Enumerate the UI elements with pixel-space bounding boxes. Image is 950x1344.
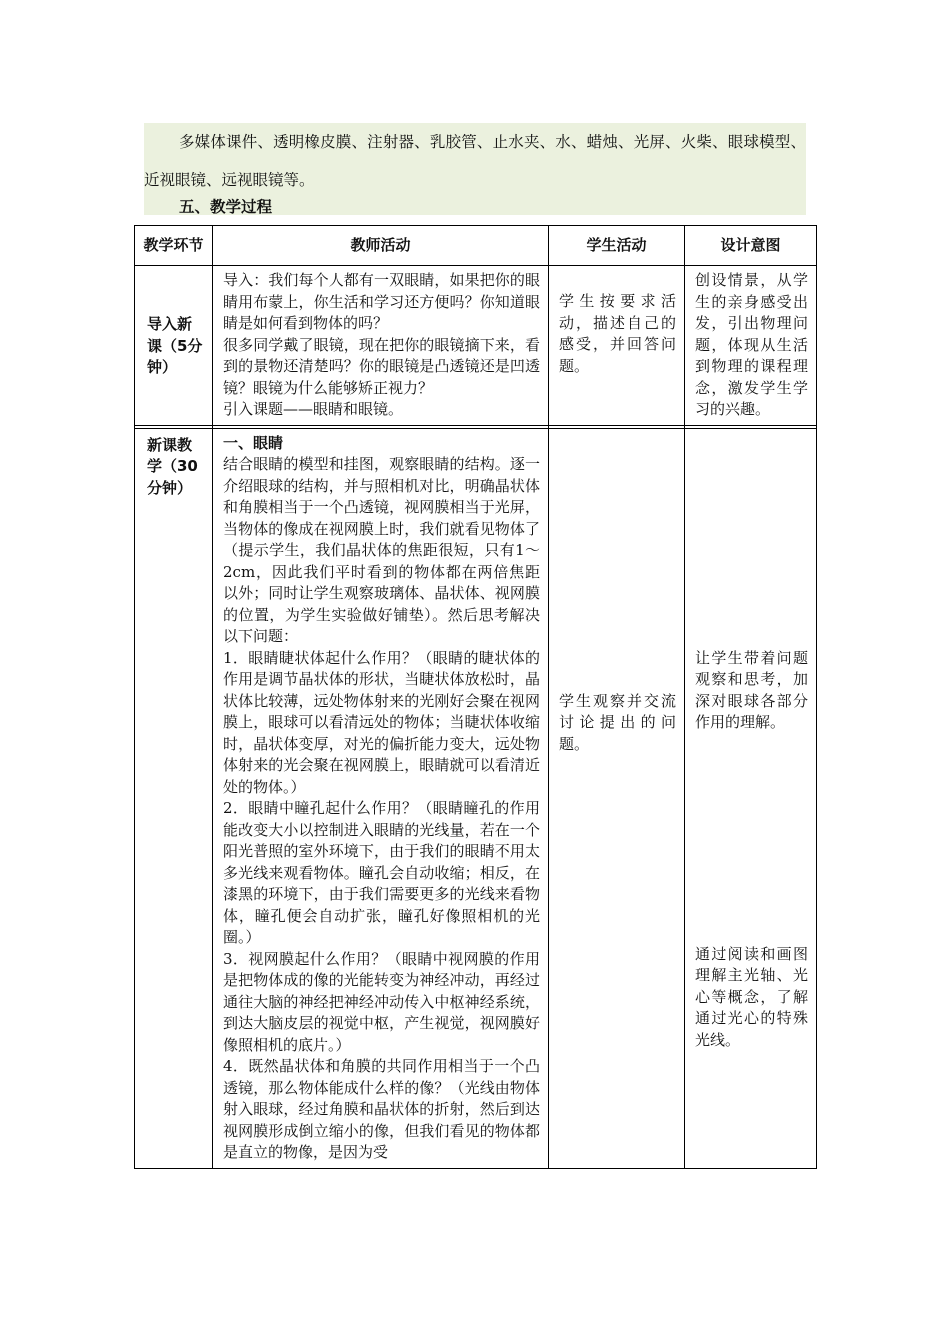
teacher-subhead-eye: 一、眼睛 (223, 433, 284, 452)
materials-text: 多媒体课件、透明橡皮膜、注射器、乳胶管、止水夹、水、蜡烛、光屏、火柴、眼球模型、近视眼镜、远视眼镜等。 (144, 133, 806, 189)
header-stage: 教学环节 (135, 226, 213, 266)
header-student: 学生活动 (549, 226, 685, 266)
teacher-new-p4: 3．视网膜起什么作用？（眼睛中视网膜的作用是把物体成的像的光能转变为神经冲动，再经过通往大脑的神经把神经冲动传入中枢神经系统，到达大脑皮层的视觉中枢，产生视觉，视网膜好像照相机的底片。） (223, 949, 540, 1054)
header-design: 设计意图 (685, 226, 817, 266)
teacher-intro-p3: 引入课题——眼睛和眼镜。 (223, 400, 404, 418)
teacher-new-p3: 2．眼睛中瞳孔起什么作用？（眼睛瞳孔的作用能改变大小以控制进入眼睛的光线量，若在一个阳光普照的室外环境下，由于我们的眼睛不用太多光线来观看物体。瞳孔会自动收缩；相反，在漆黑的环境下，由于我们需要更多的光线来看物体，瞳孔便会自动扩张，瞳孔好像照相机的光圈。） (223, 799, 540, 946)
student-new-lesson (549, 428, 685, 1168)
student-intro-text: 学生按要求活动，描述自己的感受，并回答问题。 (559, 292, 676, 375)
design-spacer (695, 734, 808, 944)
table-header-row (135, 226, 817, 266)
table-row-intro (135, 266, 817, 426)
design-new-text-2: 通过阅读和画图理解主光轴、光心等概念，了解通过光心的特殊光线。 (695, 944, 808, 1049)
design-new-lesson (685, 428, 817, 1168)
teacher-new-p5: 4．既然晶状体和角膜的共同作用相当于一个凸透镜，那么物体能成什么样的像？（光线由物体射入眼球，经过角膜和晶状体的折射，然后到达视网膜形成倒立缩小的像，但我们看见的物体都是直立的物像，是因为受 (223, 1057, 540, 1161)
teacher-new-p1: 结合眼睛的模型和挂图，观察眼睛的结构。逐一介绍眼球的结构，并与照相机对比，明确晶状体和角膜相当于一个凸透镜，视网膜相当于光屏，当物体的像成在视网膜上时，我们就看见物体了（提示学生，我们晶状体的焦距很短，只有1～2cm，因此我们平时看到的物体都在两倍焦距以外；同时让学生观察玻璃体、晶状体、视网膜的位置，为学生实验做好铺垫）。然后思考解决以下问题： (223, 455, 540, 645)
student-new-text: 学生观察并交流讨论提出的问题。 (559, 691, 676, 753)
stage-new-lesson: 新课教学（30分钟） (135, 428, 213, 1168)
table-row-new-lesson (135, 428, 817, 1168)
teaching-process-table (134, 225, 817, 1169)
student-intro (549, 266, 685, 426)
design-intro (685, 266, 817, 426)
teacher-new-p2: 1．眼睛睫状体起什么作用？（眼睛的睫状体的作用是调节晶状体的形状，当睫状体放松时，晶状体比较薄，远处物体射来的光刚好会聚在视网膜上，眼球可以看清远处的物体；当睫状体收缩时，晶状体变厚，对光的偏折能力变大，远处物体射来的光会聚在视网膜上，眼睛就可以看清近处的物体。） (223, 648, 540, 796)
section-heading: 五、教学过程 (179, 198, 273, 216)
design-intro-text: 创设情景，从学生的亲身感受出发，引出物理问题，体现从生活到物理的课程理念，激发学生学习的兴趣。 (695, 271, 808, 418)
design-new-text-1: 让学生带着问题观察和思考，加深对眼球各部分作用的理解。 (695, 648, 808, 731)
header-teacher: 教师活动 (213, 226, 549, 266)
teacher-new-lesson (213, 428, 549, 1168)
teacher-intro-p2: 很多同学戴了眼镜，现在把你的眼镜摘下来，看到的景物还清楚吗？你的眼镜是凸透镜还是凹透镜？眼镜为什么能够矫正视力？ (223, 335, 540, 397)
teacher-intro-p1: 导入：我们每个人都有一双眼睛，如果把你的眼睛用布蒙上，你生活和学习还方便吗？你知道眼睛是如何看到物体的吗？ (223, 271, 540, 332)
teacher-intro (213, 266, 549, 426)
stage-intro: 导入新课（5分钟） (135, 266, 213, 426)
